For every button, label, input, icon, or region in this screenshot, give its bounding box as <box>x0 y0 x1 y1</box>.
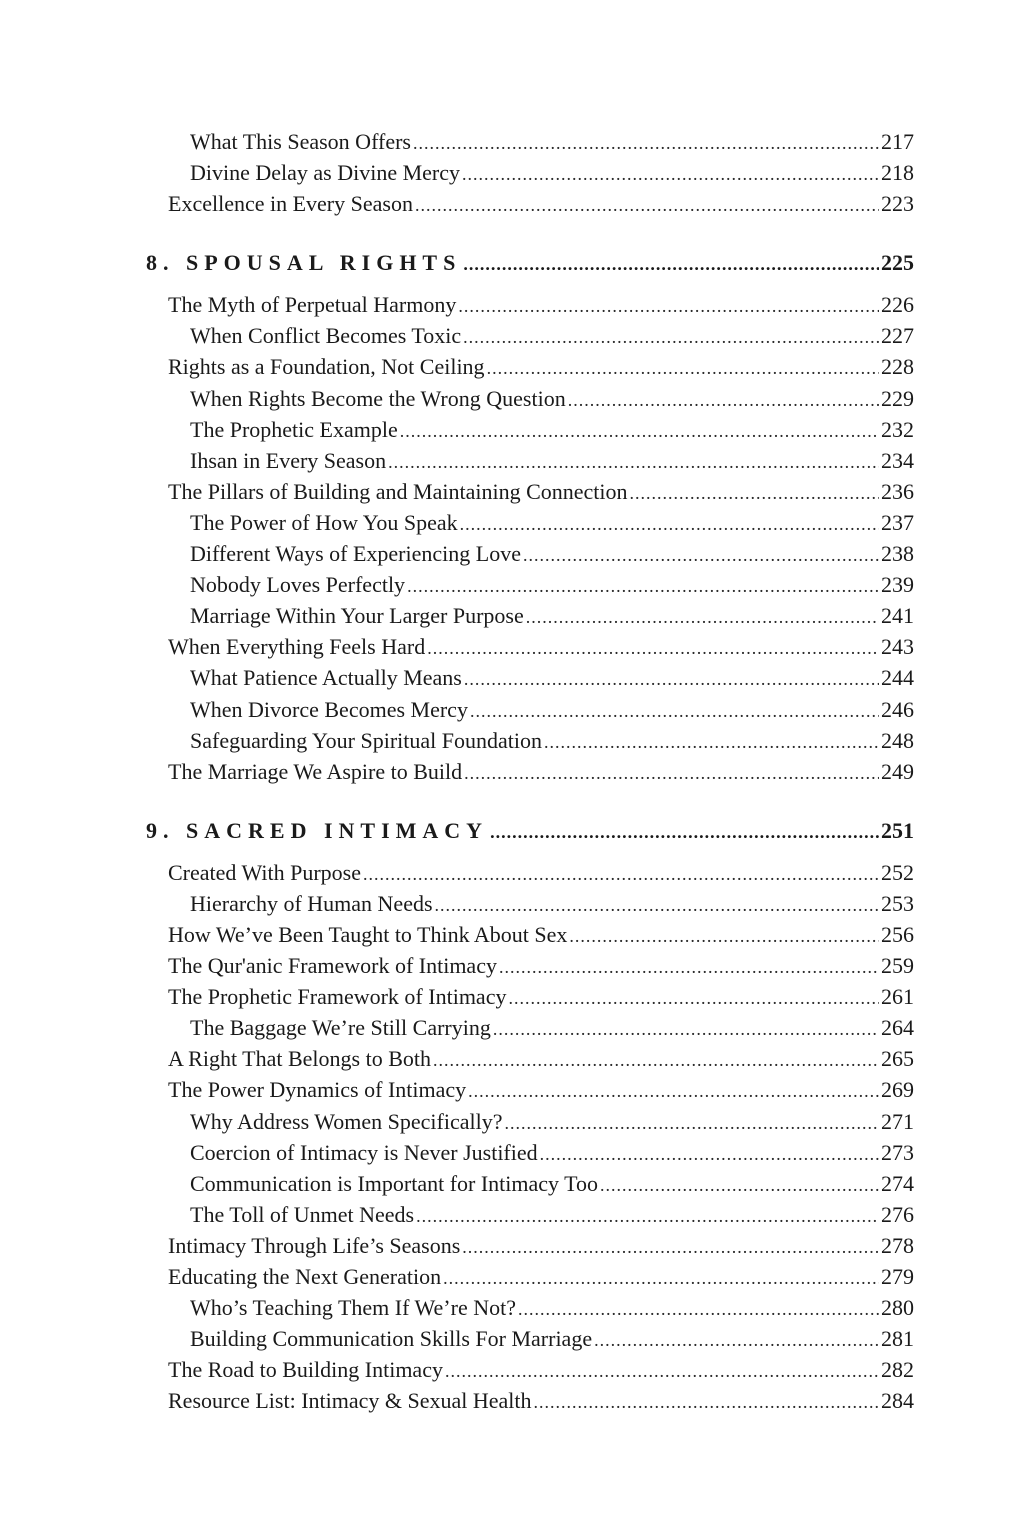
toc-entry-title: The Prophetic Example <box>190 416 398 442</box>
toc-entry-page: 228 <box>881 354 914 380</box>
toc-entry-page: 217 <box>881 129 914 154</box>
chapter-heading-8[interactable] <box>0 247 1028 278</box>
toc-entry[interactable] <box>0 600 1028 631</box>
toc-entry-page: 238 <box>881 541 914 567</box>
toc-entry-page: 249 <box>881 758 914 784</box>
toc-entry[interactable] <box>0 1168 1028 1199</box>
toc-entry-title: The Baggage We’re Still Carrying <box>190 1015 491 1041</box>
toc-entry-page: 234 <box>881 447 914 473</box>
toc-entry[interactable] <box>0 1199 1028 1230</box>
toc-entry-title: The Pillars of Building and Maintaining Connection <box>168 478 628 504</box>
toc-entry[interactable] <box>0 981 1028 1012</box>
toc-entry-page: 282 <box>881 1357 914 1383</box>
toc-entry-page: 264 <box>881 1015 914 1041</box>
toc-entry[interactable] <box>0 289 1028 320</box>
chapter-number: 9. <box>146 817 175 843</box>
dot-leader <box>407 571 879 602</box>
toc-entry-page: 253 <box>881 890 914 916</box>
toc-entry[interactable] <box>0 1043 1028 1074</box>
dot-leader <box>464 758 879 789</box>
toc-entry-title: Why Address Women Specifically? <box>190 1108 503 1134</box>
toc-entry[interactable] <box>0 320 1028 351</box>
toc-entry-title: Created With Purpose <box>168 859 362 885</box>
chapter-number: 8. <box>146 250 175 276</box>
toc-entry-page: 279 <box>881 1264 914 1289</box>
dot-leader <box>568 385 879 416</box>
toc-entry-page: 261 <box>881 984 914 1010</box>
dot-leader <box>435 890 879 921</box>
toc-entry-page: 223 <box>881 191 914 217</box>
toc-entry-page: 256 <box>881 921 914 947</box>
dot-leader <box>427 633 879 664</box>
toc-entry-title: Divine Delay as Divine Mercy <box>190 160 461 186</box>
dot-leader <box>462 1232 879 1263</box>
toc-entry-title: What Patience Actually Means <box>190 665 462 691</box>
toc-entry[interactable] <box>0 694 1028 725</box>
dot-leader <box>416 1201 879 1232</box>
toc-entry-title: Hierarchy of Human Needs <box>190 890 433 916</box>
dot-leader <box>523 540 879 571</box>
chapter-heading-9[interactable] <box>0 815 1028 846</box>
toc-entry[interactable] <box>0 538 1028 569</box>
chapter-name: SACRED INTIMACY <box>186 817 489 843</box>
toc-entry-page: 284 <box>881 1388 914 1414</box>
toc-entry-title: Safeguarding Your Spiritual Foundation <box>190 727 542 753</box>
dot-leader <box>463 249 879 280</box>
toc-entry-title: A Right That Belongs to Both <box>168 1046 432 1072</box>
toc-entry-page: 259 <box>881 953 914 979</box>
toc-section-continued <box>0 126 1028 219</box>
toc-entry[interactable] <box>0 414 1028 445</box>
toc-entry[interactable] <box>0 126 1028 157</box>
toc-entry-page: 278 <box>881 1232 914 1258</box>
toc-entry-page: 239 <box>881 572 914 598</box>
toc-entry-title: Coercion of Intimacy is Never Justified <box>190 1139 538 1165</box>
toc-entry-page: 265 <box>881 1046 914 1072</box>
dot-leader <box>493 1014 879 1045</box>
toc-entry-page: 244 <box>881 665 914 691</box>
toc-entry[interactable] <box>0 857 1028 888</box>
dot-leader <box>504 1108 879 1139</box>
toc-entry[interactable] <box>0 188 1028 219</box>
toc-entry-title: The Prophetic Framework of Intimacy <box>168 984 507 1010</box>
toc-entry-title: Building Communication Skills For Marriage <box>190 1326 593 1352</box>
dot-leader <box>487 353 879 384</box>
toc-entry-title: The Qur'anic Framework of Intimacy <box>168 953 497 979</box>
toc-entry[interactable] <box>0 476 1028 507</box>
dot-leader <box>540 1139 879 1170</box>
dot-leader <box>544 727 879 758</box>
toc-entry-page: 248 <box>881 727 914 753</box>
toc-entry[interactable] <box>0 157 1028 188</box>
toc-entry-title: Nobody Loves Perfectly <box>190 572 406 598</box>
toc-entry[interactable] <box>0 1385 1028 1416</box>
toc-entry-title: When Everything Feels Hard <box>168 634 426 660</box>
toc-entry-title: Ihsan in Every Season <box>190 447 387 473</box>
toc-entry[interactable] <box>0 631 1028 662</box>
toc-entry-title: The Power of How You Speak <box>190 509 458 535</box>
dot-leader <box>463 322 879 353</box>
toc-entry[interactable] <box>0 383 1028 414</box>
toc-entry-page: 218 <box>881 160 914 186</box>
chapter-page: 251 <box>881 817 914 843</box>
dot-leader <box>388 447 879 478</box>
toc-entry-page: 273 <box>881 1139 914 1165</box>
chapter-name: SPOUSAL RIGHTS <box>186 250 462 276</box>
toc-entry-title: How We’ve Been Taught to Think About Sex <box>168 921 568 947</box>
toc-entry-title: When Divorce Becomes Mercy <box>190 696 468 722</box>
toc-entry-page: 226 <box>881 292 914 318</box>
toc-entry[interactable] <box>0 569 1028 600</box>
toc-entry[interactable] <box>0 1323 1028 1354</box>
toc-entry-page: 269 <box>881 1077 914 1103</box>
toc-entry-page: 232 <box>881 416 914 442</box>
dot-leader <box>462 159 879 190</box>
dot-leader <box>499 952 879 983</box>
toc-entry-title: Educating the Next Generation <box>168 1264 442 1289</box>
chapter-page: 225 <box>881 250 914 276</box>
toc-entry-page: 252 <box>881 859 914 885</box>
toc-entry-title: When Conflict Becomes Toxic <box>190 323 462 349</box>
toc-entry-title: Rights as a Foundation, Not Ceiling <box>168 354 485 380</box>
toc-entry-title: The Road to Building Intimacy <box>168 1357 443 1383</box>
toc-entry-title: Marriage Within Your Larger Purpose <box>190 603 524 629</box>
toc-entry-title: Excellence in Every Season <box>168 191 413 217</box>
toc-entry[interactable] <box>0 1106 1028 1137</box>
toc-entry-page: 236 <box>881 478 914 504</box>
toc-entry-page: 246 <box>881 696 914 722</box>
toc-entry[interactable] <box>0 1012 1028 1043</box>
toc-entry[interactable] <box>0 1261 1028 1292</box>
toc-entry-page: 229 <box>881 385 914 411</box>
toc-entry[interactable] <box>0 445 1028 476</box>
toc-entry-title: Who’s Teaching Them If We’re Not? <box>190 1295 516 1321</box>
dot-leader <box>630 478 880 509</box>
toc-entry[interactable] <box>0 662 1028 693</box>
dot-leader <box>526 602 879 633</box>
toc-entry[interactable] <box>0 1137 1028 1168</box>
chapter-9-entries <box>0 857 1028 1417</box>
toc-entry[interactable] <box>0 888 1028 919</box>
dot-leader <box>470 696 879 727</box>
dot-leader <box>415 190 879 221</box>
dot-leader <box>445 1356 879 1387</box>
toc-entry[interactable] <box>0 507 1028 538</box>
dot-leader <box>518 1294 879 1325</box>
dot-leader <box>594 1325 879 1356</box>
dot-leader <box>433 1045 879 1076</box>
toc-entry-page: 227 <box>881 323 914 349</box>
dot-leader <box>468 1076 879 1107</box>
dot-leader <box>443 1263 879 1294</box>
toc-entry-title: The Myth of Perpetual Harmony <box>168 292 457 318</box>
toc-entry-title: What This Season Offers <box>190 129 411 154</box>
dot-leader <box>464 664 879 695</box>
table-of-contents <box>0 126 1028 1416</box>
dot-leader <box>413 128 879 159</box>
toc-entry-title: Resource List: Intimacy & Sexual Health <box>168 1388 532 1414</box>
toc-entry[interactable] <box>0 725 1028 756</box>
toc-entry-title: Communication is Important for Intimacy Too <box>190 1170 599 1196</box>
dot-leader <box>534 1387 879 1418</box>
toc-entry[interactable] <box>0 351 1028 382</box>
toc-entry[interactable] <box>0 919 1028 950</box>
dot-leader <box>569 921 879 952</box>
toc-entry-title: The Marriage We Aspire to Build <box>168 758 463 784</box>
toc-entry[interactable] <box>0 1074 1028 1105</box>
toc-entry-title: The Toll of Unmet Needs <box>190 1201 415 1227</box>
toc-entry-page: 237 <box>881 509 914 535</box>
toc-entry-title: Different Ways of Experiencing Love <box>190 541 521 567</box>
chapter-8-entries <box>0 289 1028 787</box>
toc-entry[interactable] <box>0 950 1028 981</box>
toc-entry-page: 241 <box>881 603 914 629</box>
chapter-title <box>146 815 488 846</box>
dot-leader <box>460 509 879 540</box>
toc-entry-title: The Power Dynamics of Intimacy <box>168 1077 467 1103</box>
dot-leader <box>363 859 879 890</box>
toc-entry-page: 271 <box>881 1108 914 1134</box>
toc-entry-page: 280 <box>881 1295 914 1321</box>
dot-leader <box>400 416 879 447</box>
toc-entry-page: 281 <box>881 1326 914 1352</box>
toc-entry[interactable] <box>0 1230 1028 1261</box>
dot-leader <box>600 1170 879 1201</box>
dot-leader <box>490 817 879 848</box>
dot-leader <box>458 291 879 322</box>
toc-entry-title: Intimacy Through Life’s Seasons <box>168 1232 461 1258</box>
toc-entry-page: 276 <box>881 1201 914 1227</box>
toc-entry[interactable] <box>0 1292 1028 1323</box>
toc-entry-page: 243 <box>881 634 914 660</box>
toc-entry-page: 274 <box>881 1170 914 1196</box>
dot-leader <box>508 983 879 1014</box>
toc-entry-title: When Rights Become the Wrong Question <box>190 385 566 411</box>
chapter-title <box>146 247 461 278</box>
toc-entry[interactable] <box>0 756 1028 787</box>
toc-entry[interactable] <box>0 1354 1028 1385</box>
